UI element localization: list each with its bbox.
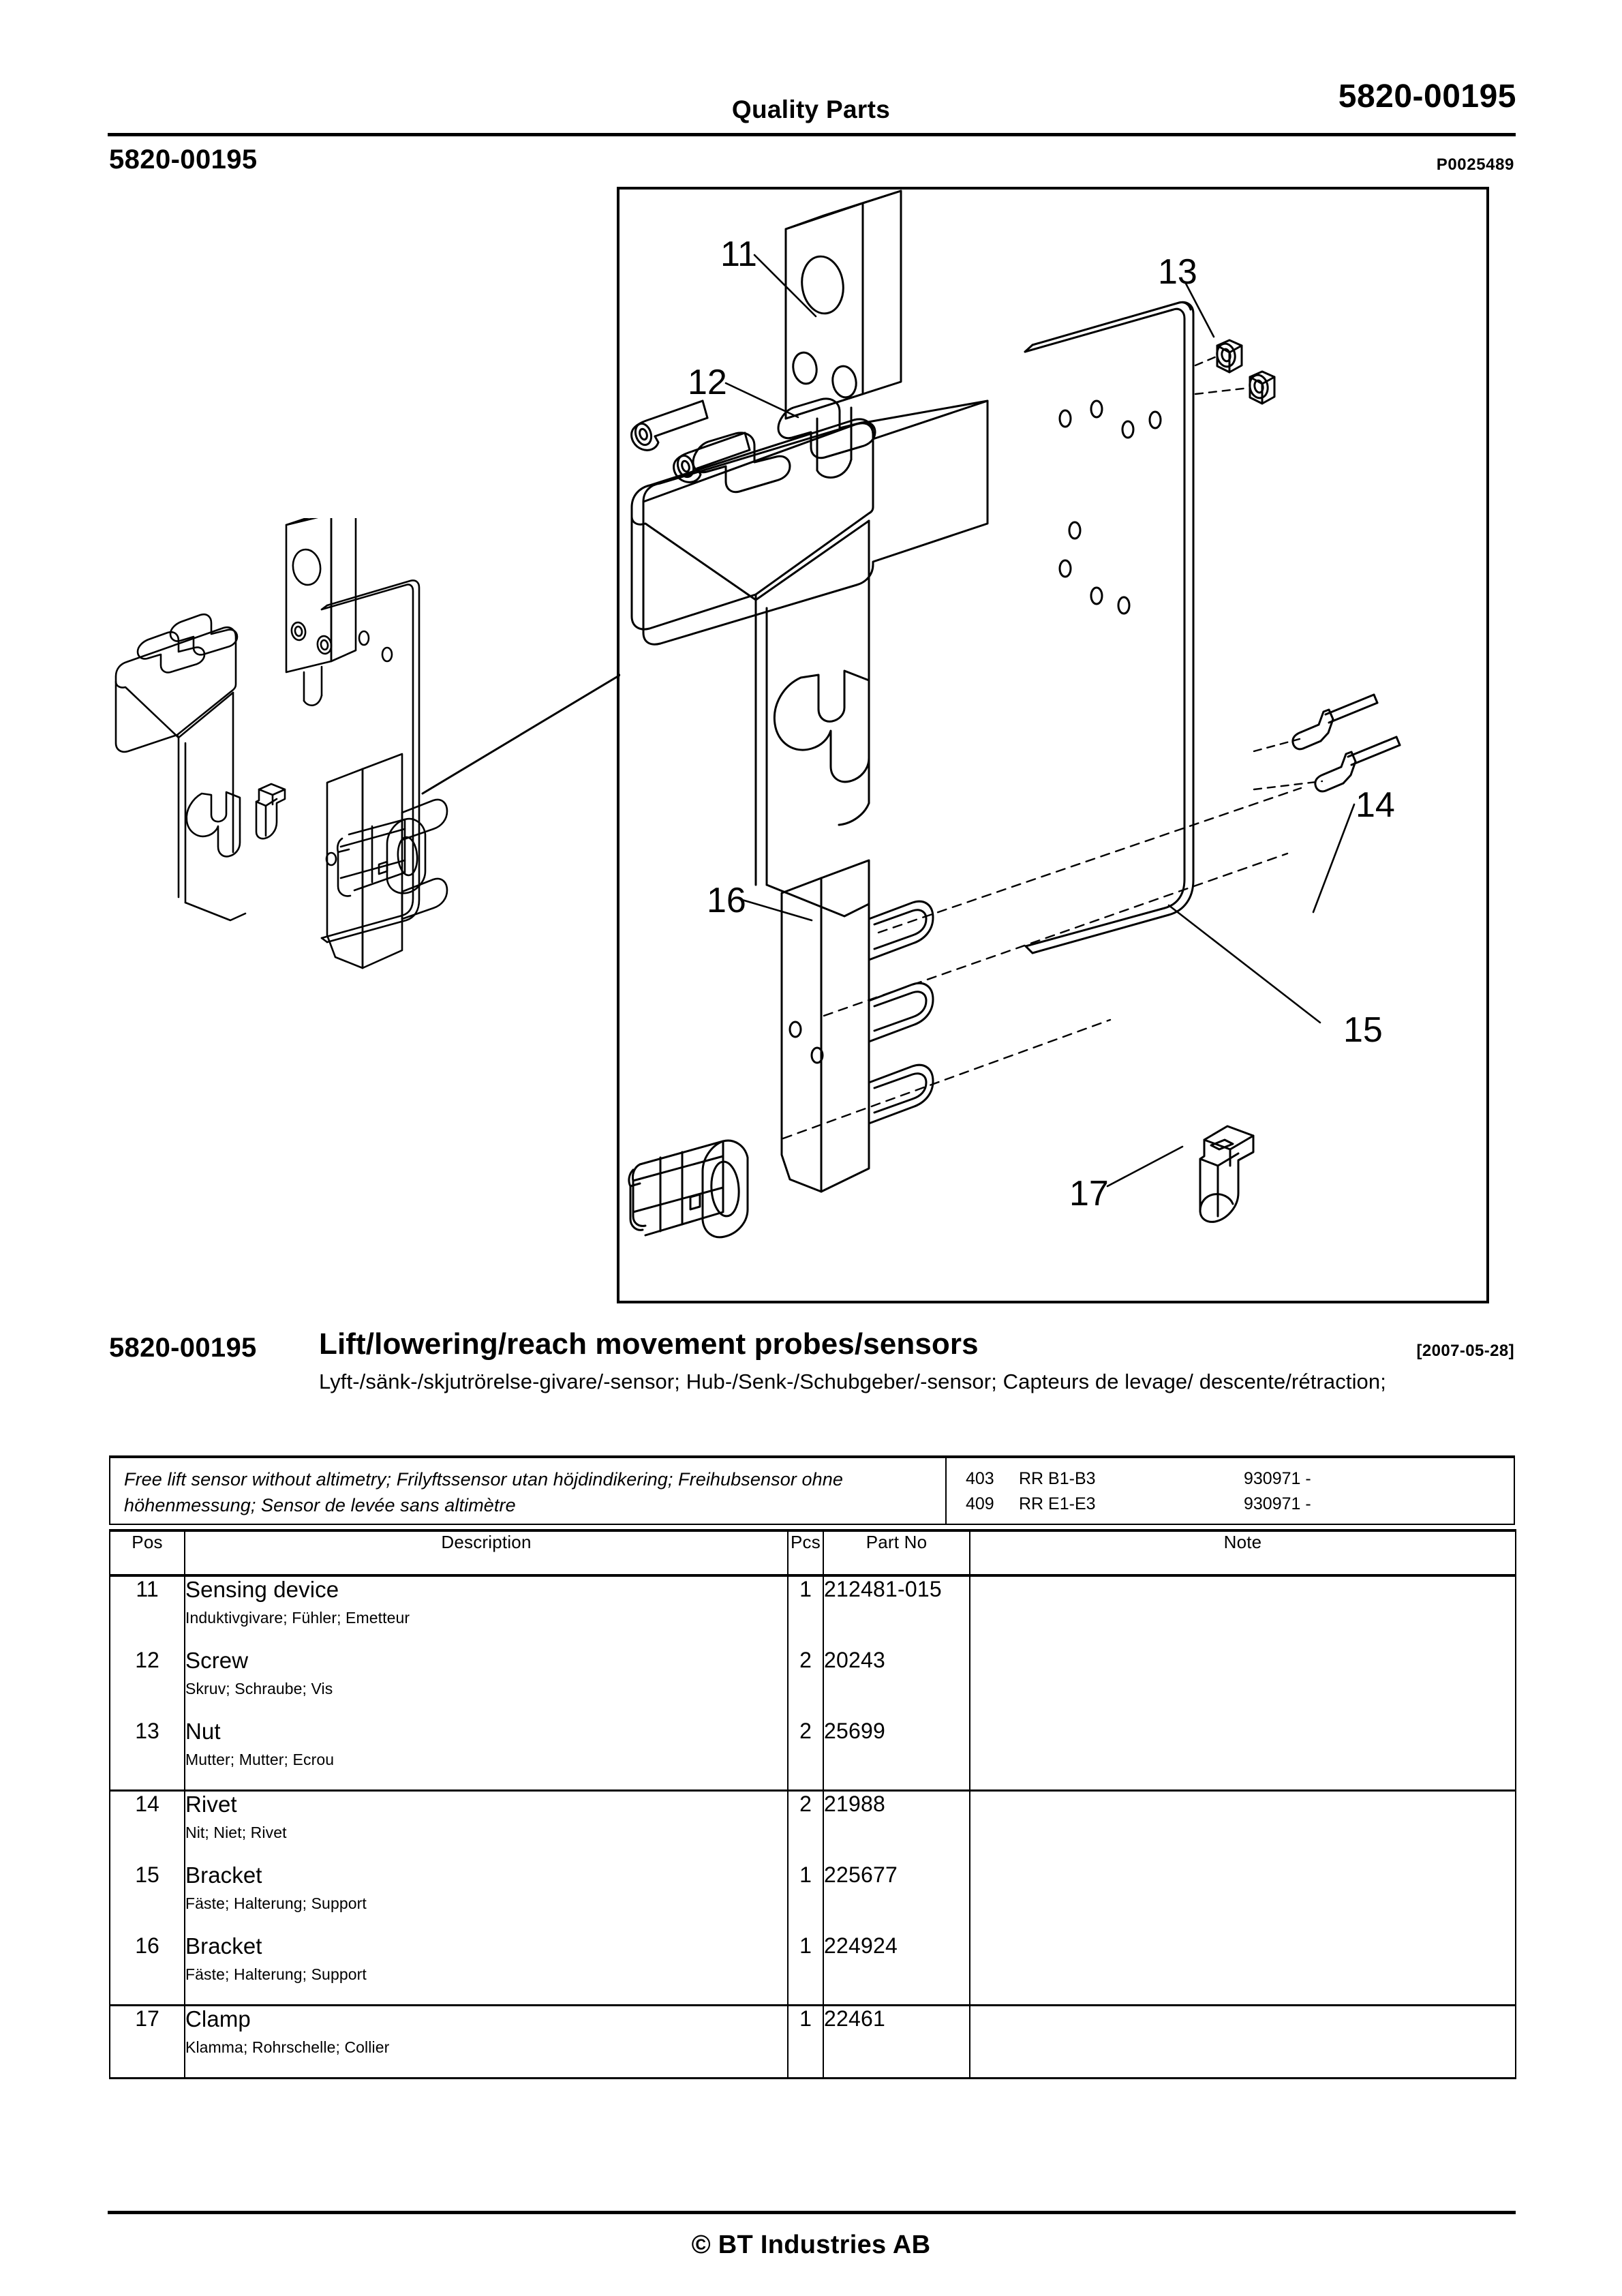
callout-11: 11 [720,235,757,274]
variant-code: 409 [966,1494,994,1513]
part-group-number: 5820-00195 [109,1333,257,1363]
row-part-no: 212481-015 [823,1575,970,1648]
row-description [185,1862,788,1933]
row-note [970,2006,1516,2079]
callout-13: 13 [1158,252,1197,292]
callout-17: 17 [1069,1174,1109,1213]
section-code: 5820-00195 [109,145,258,175]
row-pos: 13 [110,1719,185,1791]
assembled-view [102,518,620,1091]
variant-model: RR B1-B3 [1019,1469,1096,1488]
variant-model-list [966,1466,1421,1517]
variant-row [966,1466,1421,1492]
row-note [970,1862,1516,1933]
callout-16: 16 [707,881,746,920]
row-name: Rivet [185,1792,237,1817]
footer-divider [108,2211,1516,2214]
part-clamp [1200,1126,1253,1222]
part-connector [629,1141,748,1237]
row-pos: 14 [110,1791,185,1863]
row-name: Nut [185,1719,221,1744]
row-part-no: 22461 [823,2006,970,2079]
row-pos: 16 [110,1933,185,2006]
table-row[interactable] [110,1791,1516,1863]
revision-date: [2007-05-28] [1416,1342,1514,1360]
row-note [970,1719,1516,1791]
part-nut-2 [1248,372,1274,404]
callout-12: 12 [688,363,727,402]
row-pcs: 2 [788,1791,823,1863]
exploded-view-diagram [617,187,1489,1303]
row-pos: 15 [110,1862,185,1933]
row-part-no: 21988 [823,1791,970,1863]
table-row[interactable] [110,1575,1516,1648]
row-pcs: 1 [788,1933,823,2006]
row-translation: Skruv; Schraube; Vis [185,1680,333,1697]
row-description [185,2006,788,2079]
header-divider [108,133,1516,136]
variant-code: 403 [966,1469,994,1488]
part-group-title: Lift/lowering/reach movement probes/sensors [319,1327,979,1361]
table-row[interactable] [110,1648,1516,1719]
row-note [970,1791,1516,1863]
page-header-code: 5820-00195 [1338,78,1516,115]
drawing-number: P0025489 [1436,155,1514,174]
row-pos: 17 [110,2006,185,2079]
col-header-note: Note [970,1530,1516,1575]
variant-divider [945,1458,947,1524]
callout-15: 15 [1343,1010,1383,1050]
row-name: Sensing device [185,1577,339,1602]
table-row[interactable] [110,2006,1516,2079]
col-header-pcs: Pcs [788,1530,823,1575]
row-translation: Mutter; Mutter; Ecrou [185,1751,335,1768]
row-translation: Fäste; Halterung; Support [185,1894,367,1912]
part-nut-1 [1215,340,1242,372]
variant-serial: 930971 - [1244,1469,1311,1488]
variant-applicability-box [109,1455,1515,1525]
row-pcs: 1 [788,1575,823,1648]
variant-row [966,1492,1421,1517]
col-header-pos: Pos [110,1530,185,1575]
row-description [185,1575,788,1648]
col-header-desc: Description [185,1530,788,1575]
row-pcs: 2 [788,1719,823,1791]
part-rivet-1 [1293,695,1377,749]
row-part-no: 225677 [823,1862,970,1933]
table-row[interactable] [110,1862,1516,1933]
part-group-translations: Lyft-/sänk-/skjutrörelse-givare/-sensor; Hub-/Senk-/Schubgeber/-sensor; Capteurs de levage/ descente/rétraction; [319,1370,1386,1393]
row-translation: Induktivgivare; Fühler; Emetteur [185,1609,410,1627]
page-header-title: Quality Parts [731,95,891,123]
part-screw-1 [632,401,707,450]
variant-serial: 930971 - [1244,1494,1311,1513]
footer-copyright: © BT Industries AB [691,2231,931,2259]
row-pos: 11 [110,1575,185,1648]
row-note [970,1575,1516,1648]
row-description [185,1719,788,1791]
row-pcs: 1 [788,2006,823,2079]
callout-14: 14 [1356,785,1395,825]
row-name: Screw [185,1648,249,1673]
part-rivet-2 [1315,737,1400,791]
variant-description: Free lift sensor without altimetry; Frilyftssensor utan höjdindikering; Freihubsensor ohne höhenmessung; Sensor de levée sans altimètre [124,1469,843,1515]
table-row[interactable] [110,1933,1516,2006]
row-pcs: 2 [788,1648,823,1719]
row-name: Bracket [185,1862,262,1888]
part-bracket-main [632,399,988,916]
row-description [185,1648,788,1719]
row-translation: Nit; Niet; Rivet [185,1824,287,1841]
table-header-row [110,1530,1516,1575]
variant-model: RR E1-E3 [1019,1494,1096,1513]
row-note [970,1648,1516,1719]
part-bracket-16 [782,788,1301,1192]
row-part-no: 25699 [823,1719,970,1791]
row-name: Clamp [185,2006,251,2031]
parts-list-table [109,1529,1516,2079]
row-pos: 12 [110,1648,185,1719]
row-part-no: 20243 [823,1648,970,1719]
row-pcs: 1 [788,1862,823,1933]
row-translation: Fäste; Halterung; Support [185,1965,367,1983]
row-description [185,1791,788,1863]
col-header-part: Part No [823,1530,970,1575]
table-row[interactable] [110,1719,1516,1791]
row-note [970,1933,1516,2006]
row-part-no: 224924 [823,1933,970,2006]
row-translation: Klamma; Rohrschelle; Collier [185,2038,390,2056]
row-description [185,1933,788,2006]
part-bracket-15 [1025,302,1193,953]
row-name: Bracket [185,1933,262,1959]
